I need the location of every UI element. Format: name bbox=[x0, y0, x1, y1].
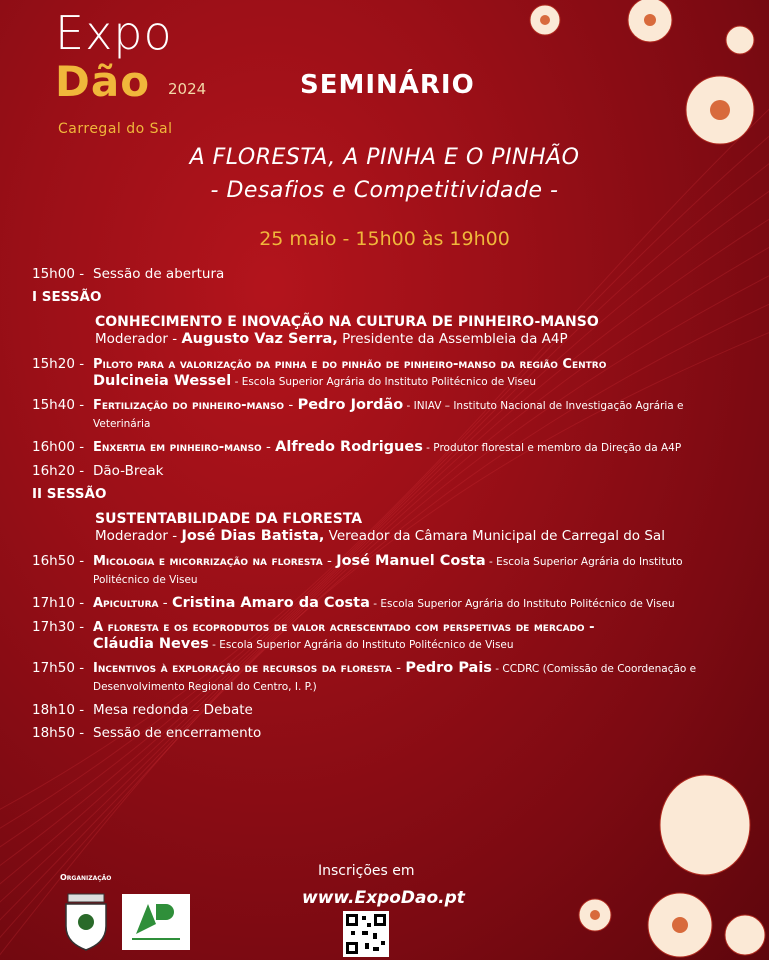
theme-title: CONHECIMENTO E INOVAÇÃO NA CULTURA DE PINHEIRO-MANSO bbox=[95, 314, 599, 330]
moderator-role: Vereador da Câmara Municipal de Carregal do Sal bbox=[324, 528, 665, 544]
talk-topic: A floresta e os ecoprodutos de valor acrescentado com perspetivas de mercado - bbox=[93, 620, 595, 635]
session-heading-2: II SESSÃO bbox=[32, 486, 107, 502]
talk-speaker: Alfredo Rodrigues bbox=[275, 439, 423, 455]
agenda-time: 16h50 - bbox=[32, 553, 85, 569]
talk-affiliation: - Escola Superior Agrária do Instituto Politécnico de Viseu bbox=[208, 639, 514, 651]
agenda-item-closing bbox=[32, 725, 732, 742]
flower-decoration-top bbox=[525, 2, 565, 38]
agenda-item-talk1 bbox=[32, 356, 732, 391]
talk-affiliation: - Escola Superior Agrária do Instituto Politécnico de Viseu bbox=[369, 598, 675, 610]
talk-speaker: Pedro Pais bbox=[405, 660, 492, 676]
talk-affiliation: - CCDRC (Comissão de Coordenação e Desenvolvimento Regional do Centro, I. P.) bbox=[93, 663, 697, 693]
talk-speaker: Cláudia Neves bbox=[93, 636, 209, 652]
registration-label: Inscrições em bbox=[318, 863, 415, 879]
talk-topic: Enxertia em pinheiro-manso bbox=[93, 440, 262, 455]
talk-speaker: José Manuel Costa bbox=[336, 553, 486, 569]
separator: - bbox=[261, 439, 276, 455]
separator: - bbox=[158, 595, 172, 611]
talk-affiliation: - INIAV – Instituto Nacional de Investigação Agrária e Veterinária bbox=[93, 400, 684, 430]
agenda-item-talk7 bbox=[32, 660, 732, 696]
agenda-item-talk6 bbox=[32, 619, 732, 654]
agenda-item-roundtable bbox=[32, 702, 732, 719]
theme-title: SUSTENTABILIDADE DA FLORESTA bbox=[95, 511, 363, 527]
organization-label: Organização bbox=[60, 873, 112, 882]
separator: - bbox=[322, 553, 337, 569]
moderator-name: José Dias Batista, bbox=[181, 528, 325, 544]
talk-topic: Fertilização do pinheiro-manso bbox=[93, 398, 285, 413]
moderator-label: Moderador - bbox=[95, 331, 182, 347]
agenda-item-break bbox=[32, 463, 732, 480]
moderator bbox=[95, 331, 732, 348]
agenda-label: Sessão de encerramento bbox=[93, 725, 262, 741]
agenda-time: 17h50 - bbox=[32, 660, 85, 676]
agenda-label: Dão-Break bbox=[93, 463, 164, 479]
agenda-time: 15h20 - bbox=[32, 356, 85, 372]
agenda-time: 18h10 - bbox=[32, 702, 85, 718]
talk-affiliation: - Produtor florestal e membro da Direção da A4P bbox=[422, 442, 682, 454]
agenda-label: Mesa redonda – Debate bbox=[93, 702, 253, 718]
logo-dao: Dão bbox=[55, 57, 151, 106]
agenda-time: 17h30 - bbox=[32, 619, 85, 635]
agenda-item-talk2 bbox=[32, 397, 732, 433]
talk-speaker: Cristina Amaro da Costa bbox=[171, 595, 370, 611]
talk-topic: Apicultura bbox=[93, 596, 159, 611]
agenda-item-talk5 bbox=[32, 595, 732, 613]
a4p-logo bbox=[122, 894, 190, 950]
talk-topic: Piloto para a valorização da pinha e do pinhão de pinheiro-manso da região Centro bbox=[93, 357, 607, 372]
talk-topic: Incentivos à exploração de recursos da floresta bbox=[93, 661, 392, 676]
moderator bbox=[95, 528, 732, 545]
talk-speaker: Pedro Jordão bbox=[297, 397, 404, 413]
event-title: A FLORESTA, A PINHA E O PINHÃO bbox=[189, 145, 580, 170]
talk-topic: Micologia e micorrização na floresta bbox=[93, 554, 323, 569]
separator: - bbox=[391, 660, 406, 676]
agenda-time: 15h00 - bbox=[32, 266, 85, 282]
agenda-time: 15h40 - bbox=[32, 397, 85, 413]
session-theme-2 bbox=[95, 511, 732, 545]
session-theme-1 bbox=[95, 314, 732, 348]
agenda-item-talk3 bbox=[32, 439, 732, 457]
agenda-label: Sessão de abertura bbox=[93, 266, 225, 282]
talk-affiliation: - Escola Superior Agrária do Instituto Politécnico de Viseu bbox=[93, 556, 683, 586]
logo-place: Carregal do Sal bbox=[58, 121, 173, 137]
session-heading-1: I SESSÃO bbox=[32, 289, 102, 305]
agenda-time: 17h10 - bbox=[32, 595, 85, 611]
agenda-item-opening bbox=[32, 266, 732, 283]
event-date: 25 maio - 15h00 às 19h00 bbox=[259, 228, 510, 250]
agenda bbox=[32, 266, 732, 748]
logo-expo: Expo bbox=[55, 6, 173, 60]
talk-affiliation: - Escola Superior Agrária do Instituto Politécnico de Viseu bbox=[231, 376, 536, 388]
moderator-role: Presidente da Assembleia da A4P bbox=[337, 331, 568, 347]
municipal-crest-logo bbox=[58, 890, 114, 952]
logo-year: 2024 bbox=[168, 80, 207, 98]
moderator-name: Augusto Vaz Serra, bbox=[181, 331, 338, 347]
website-link[interactable]: www.ExpoDao.pt bbox=[302, 888, 465, 908]
agenda-time: 18h50 - bbox=[32, 725, 85, 741]
event-subtitle: - Desafios e Competitividade - bbox=[210, 178, 559, 203]
pinecone-decoration-bottom-right bbox=[560, 770, 769, 960]
agenda-time: 16h00 - bbox=[32, 439, 85, 455]
separator: - bbox=[284, 397, 298, 413]
qr-code[interactable] bbox=[343, 911, 389, 957]
moderator-label: Moderador - bbox=[95, 528, 182, 544]
seminar-heading: SEMINÁRIO bbox=[300, 70, 475, 100]
agenda-time: 16h20 - bbox=[32, 463, 85, 479]
talk-speaker: Dulcineia Wessel bbox=[93, 373, 232, 389]
agenda-item-talk4 bbox=[32, 553, 732, 589]
